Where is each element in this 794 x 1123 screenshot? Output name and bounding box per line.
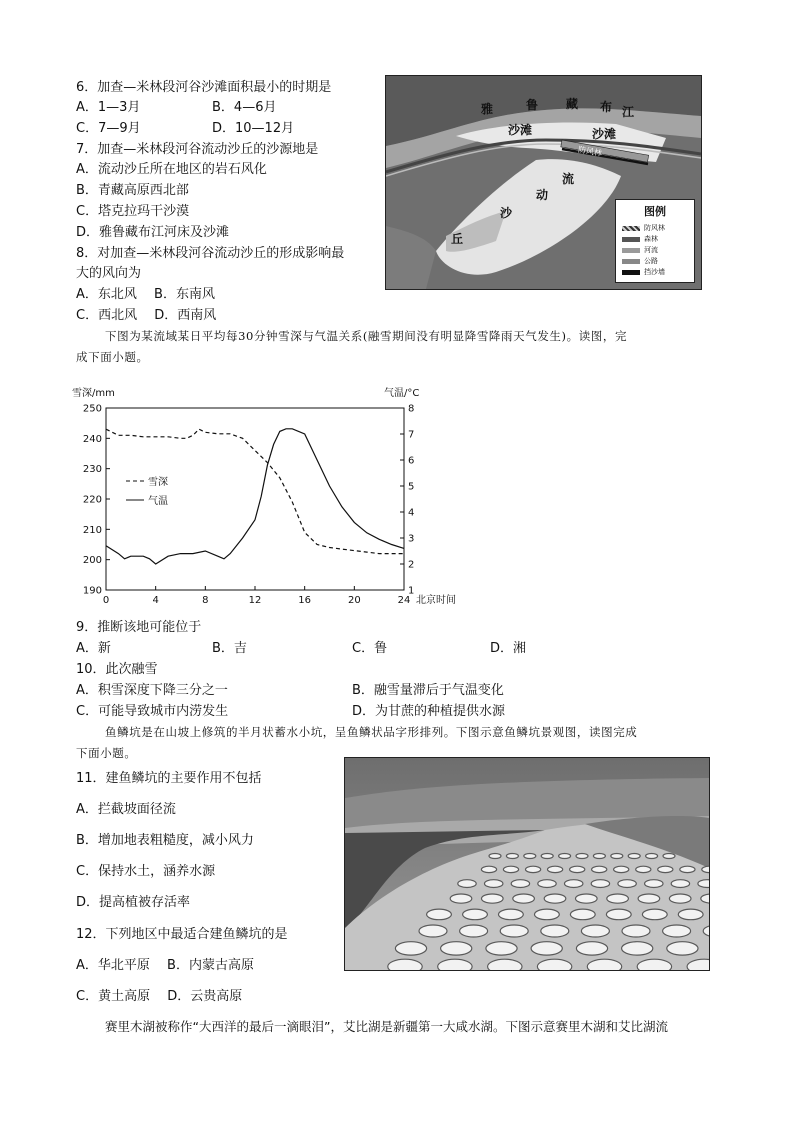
- fishscale-pit: [663, 854, 675, 859]
- intro-lake-line1: 赛里木湖被称作“大西洋的最后一滴眼泪”，艾比湖是新疆第一大咸水湖。下图示意赛里木湖和艾比湖流: [105, 1019, 668, 1034]
- legend-swatch: [622, 237, 640, 242]
- fishscale-pit: [535, 909, 560, 920]
- intro-fishscale-line2: 下面小题。: [76, 746, 137, 760]
- fishscale-pit: [463, 909, 488, 920]
- x-tick-label: 8: [202, 595, 209, 606]
- y-left-tick-label: 240: [82, 433, 102, 445]
- q12-stem: 12．下列地区中最适合建鱼鳞坑的是: [76, 927, 288, 942]
- fishscale-pit: [592, 866, 607, 872]
- fishscale-pit: [587, 959, 621, 970]
- fishscale-pit: [614, 866, 629, 872]
- photo-drawing: [345, 758, 709, 970]
- legend-swatch: [622, 226, 640, 231]
- fishscale-pit: [482, 894, 504, 903]
- fishscale-pit: [500, 925, 528, 937]
- legend-label: 防风林: [644, 224, 665, 232]
- q10-stem: 10．此次融雪: [76, 662, 158, 677]
- q9-option-a: A．新: [76, 641, 111, 656]
- fishscale-pit: [622, 925, 650, 937]
- fishscale-pit: [485, 880, 503, 888]
- fishscale-pit: [438, 959, 472, 970]
- fishscale-pit: [548, 866, 563, 872]
- q7-stem: 7．加查—米林段河谷流动沙丘的沙源地是: [76, 142, 319, 157]
- q8-options-cd: C．西北风 D．西南风: [76, 308, 217, 323]
- windbreak-label: 防风林: [577, 144, 603, 159]
- q11-stem: 11．建鱼鳞坑的主要作用不包括: [76, 771, 262, 786]
- q7-option-d: D．雅鲁藏布江河床及沙滩: [76, 225, 230, 240]
- y-right-tick-label: 2: [408, 559, 415, 571]
- fishscale-pit: [499, 909, 524, 920]
- fishscale-pit: [450, 894, 472, 903]
- fishscale-pit: [419, 925, 447, 937]
- fishscale-pit: [663, 925, 691, 937]
- fishscale-pit: [638, 894, 660, 903]
- legend-title: 图例: [644, 205, 666, 218]
- fishscale-pit: [460, 925, 488, 937]
- fishscale-pit: [576, 942, 607, 955]
- fishscale-pit: [506, 854, 518, 859]
- q10-option-c: C．可能导致城市内涝发生: [76, 704, 229, 719]
- fishscale-pit: [593, 854, 605, 859]
- legend-swatch: [622, 248, 640, 253]
- fishscale-pit: [537, 959, 571, 970]
- y-right-tick-label: 1: [408, 585, 415, 597]
- fishscale-pit: [526, 866, 541, 872]
- fishscale-pit: [698, 880, 709, 888]
- q9-option-b: B．吉: [212, 641, 247, 656]
- fishscale-pit: [541, 854, 553, 859]
- river-label-4: 布: [600, 100, 613, 114]
- river-label-2: 鲁: [526, 98, 539, 112]
- intro-snow-line2: 成下面小题。: [76, 350, 149, 364]
- y-right-axis-title: 气温/°C: [384, 388, 420, 399]
- legend-label: 挡沙墙: [644, 268, 665, 276]
- q9-option-d: D．湘: [490, 641, 527, 656]
- q9-option-c: C．鲁: [352, 641, 388, 656]
- fishscale-pit: [678, 909, 703, 920]
- y-left-tick-label: 200: [82, 555, 102, 567]
- dune-label-1: 流: [562, 172, 575, 186]
- fishscale-pit: [565, 880, 583, 888]
- fishscale-pit: [637, 959, 671, 970]
- q6-stem: 6．加查—米林段河谷沙滩面积最小的时期是: [76, 80, 332, 95]
- fishscale-pit: [513, 894, 535, 903]
- q6-option-d: D．10—12月: [212, 121, 295, 136]
- map-legend: [615, 199, 695, 283]
- fishscale-pit: [559, 854, 571, 859]
- q11-option-d: D．提高植被存活率: [76, 895, 191, 910]
- legend-label-temp: 气温: [148, 496, 168, 507]
- fishscale-pit: [524, 854, 536, 859]
- legend-row-sandwall: [622, 268, 665, 276]
- fishscale-pit: [503, 866, 518, 872]
- legend-label: 公路: [644, 257, 658, 265]
- legend-row-river: [622, 246, 658, 254]
- q6-option-b: B．4—6月: [212, 100, 277, 115]
- q8-stem-line2: 大的风向为: [76, 266, 142, 281]
- fishscale-pit: [645, 880, 663, 888]
- legend-row-windbreak: [622, 224, 665, 232]
- snow-temp-chart: [70, 380, 470, 610]
- river-label-5: 江: [622, 105, 635, 119]
- y-right-tick-label: 5: [408, 481, 415, 493]
- fishscale-pit: [541, 925, 569, 937]
- legend-swatch: [622, 259, 640, 264]
- y-left-tick-label: 230: [82, 464, 102, 476]
- q11-option-c: C．保持水土，涵养水源: [76, 864, 216, 879]
- fishscale-pit: [538, 880, 556, 888]
- fishscale-pit: [576, 854, 588, 859]
- fishscale-pit: [489, 854, 501, 859]
- y-right-tick-label: 8: [408, 403, 415, 415]
- fishscale-pit: [658, 866, 673, 872]
- fishscale-pit: [488, 959, 522, 970]
- river-label-1: 雅: [481, 102, 494, 116]
- fishscale-pit: [606, 909, 631, 920]
- fishscale-pit: [570, 909, 595, 920]
- legend-label-snow: 雪深: [148, 477, 168, 488]
- y-right-tick-label: 3: [408, 533, 415, 545]
- fishscale-pit: [636, 866, 651, 872]
- fishscale-pit: [591, 880, 609, 888]
- x-axis-title: 北京时间: [416, 595, 456, 606]
- valley-dune-map: [385, 75, 702, 290]
- y-left-tick-label: 250: [82, 403, 102, 415]
- fishscale-pit: [427, 909, 452, 920]
- x-tick-label: 12: [248, 595, 262, 606]
- legend-row-forest: [622, 235, 658, 243]
- y-left-tick-label: 220: [82, 494, 102, 506]
- q7-option-a: A．流动沙丘所在地区的岩石风化: [76, 162, 267, 177]
- y-left-tick-label: 210: [82, 524, 102, 536]
- fishscale-pit: [642, 909, 667, 920]
- fishscale-pit: [581, 925, 609, 937]
- fishscale-pit: [671, 880, 689, 888]
- fishscale-pit: [511, 880, 529, 888]
- y-left-axis-title: 雪深/mm: [72, 388, 115, 399]
- fishscale-pit: [628, 854, 640, 859]
- legend-label: 森林: [644, 235, 658, 243]
- q6-option-a: A．1—3月: [76, 100, 141, 115]
- y-right-tick-label: 4: [408, 507, 415, 519]
- fishscale-pit: [481, 866, 496, 872]
- intro-fishscale-line1: 鱼鳞坑是在山坡上修筑的半月状蓄水小坑，呈鱼鳞状品字形排列。下图示意鱼鳞坑景观图，读图完成: [105, 725, 638, 739]
- q7-option-c: C．塔克拉玛干沙漠: [76, 204, 190, 219]
- fishscale-pit: [441, 942, 472, 955]
- dune-label-3: 沙: [500, 206, 513, 220]
- legend-swatch: [622, 270, 640, 275]
- legend-row-road: [622, 257, 658, 265]
- fishscale-pit: [607, 894, 629, 903]
- x-tick-label: 4: [152, 595, 159, 606]
- fishscale-pit: [680, 866, 695, 872]
- fishscale-pit: [646, 854, 658, 859]
- chart-svg: [70, 380, 470, 610]
- fishscale-pit: [667, 942, 698, 955]
- q6-option-c: C．7—9月: [76, 121, 141, 136]
- fishscale-pit: [458, 880, 476, 888]
- fishscale-pit: [702, 866, 709, 872]
- fishscale-pits-photo: [344, 757, 710, 971]
- fishscale-pit: [544, 894, 566, 903]
- fishscale-pit: [669, 894, 691, 903]
- fishscale-pit: [622, 942, 653, 955]
- y-right-tick-label: 6: [408, 455, 415, 467]
- x-tick-label: 0: [102, 595, 110, 606]
- y-left-tick-label: 190: [82, 585, 102, 597]
- fishscale-pit: [531, 942, 562, 955]
- q10-option-a: A．积雪深度下降三分之一: [76, 683, 228, 698]
- fishscale-pit: [388, 959, 422, 970]
- dune-label-2: 动: [536, 188, 549, 202]
- y-right-tick-label: 7: [408, 429, 415, 441]
- fishscale-pit: [486, 942, 517, 955]
- beach-label-2: 沙滩: [592, 127, 617, 141]
- q12-options-cd: C．黄土高原 D．云贵高原: [76, 989, 243, 1004]
- series-line-snow-depth: [106, 429, 404, 553]
- q11-option-b: B．增加地表粗糙度，减小风力: [76, 833, 254, 848]
- q9-stem: 9．推断该地可能位于: [76, 620, 202, 635]
- intro-snow-line1: 下图为某流域某日平均每30分钟雪深与气温关系(融雪期间没有明显降雪降雨天气发生)。读图，完: [105, 329, 628, 343]
- legend-label: 河流: [644, 246, 658, 254]
- fishscale-pit: [570, 866, 585, 872]
- q10-option-d: D．为甘蔗的种植提供水源: [352, 704, 506, 719]
- x-tick-label: 20: [347, 595, 361, 606]
- fishscale-pit: [576, 894, 598, 903]
- q8-options-ab: A．东北风 B．东南风: [76, 287, 215, 302]
- fishscale-pit: [618, 880, 636, 888]
- q11-option-a: A．拦截坡面径流: [76, 802, 176, 817]
- x-tick-label: 16: [298, 595, 312, 606]
- q12-options-ab: A．华北平原 B．内蒙古高原: [76, 958, 254, 973]
- q7-option-b: B．青藏高原西北部: [76, 183, 189, 198]
- dune-label-4: 丘: [451, 232, 464, 246]
- fishscale-pit: [611, 854, 623, 859]
- q8-stem-line1: 8．对加查—米林段河谷流动沙丘的形成影响最: [76, 246, 345, 261]
- q10-option-b: B．融雪量滞后于气温变化: [352, 683, 504, 698]
- fishscale-pit: [395, 942, 426, 955]
- river-label-3: 藏: [566, 97, 579, 111]
- beach-label-1: 沙滩: [508, 123, 533, 137]
- x-tick-label: 24: [397, 595, 411, 606]
